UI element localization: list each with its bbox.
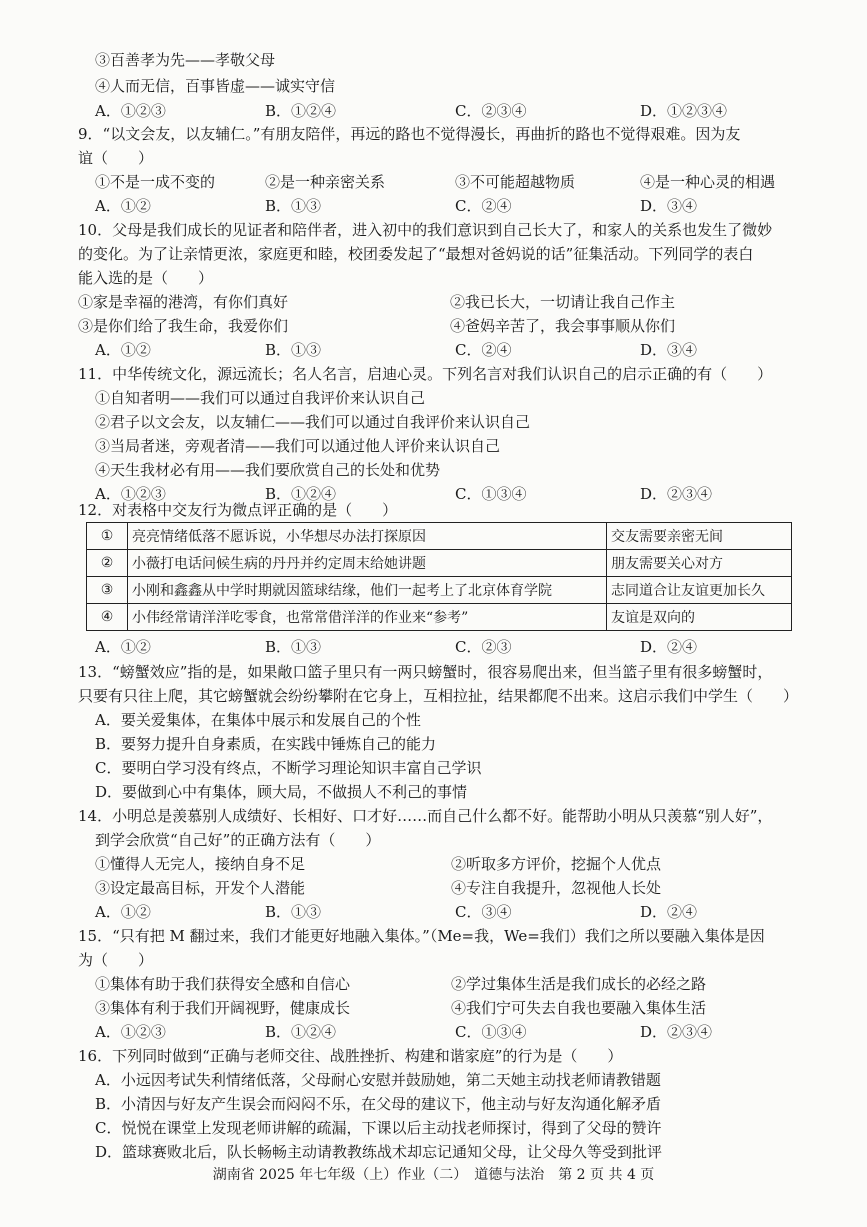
q16-stem-line1: 16．下列同时做到“正确与老师交往、战胜挫折、构建和谐家庭”的行为是（ ） (78, 1047, 623, 1065)
q14-option-a: A．①② (95, 903, 151, 921)
q10-items-row2 (78, 316, 798, 336)
q9-options (95, 196, 795, 216)
q10-option-d: D．③④ (640, 341, 698, 359)
table-cell-comment: 交友需要亲密无间 (607, 523, 792, 550)
q8-option-a: A．①②③ (95, 102, 166, 120)
q11-option-a: A．①②③ (95, 485, 166, 503)
q12-option-b: B．①③ (265, 638, 322, 656)
q10-stem-line2: 的变化。为了让亲情更浓，家庭更和睦，校团委发起了“最想对爸妈说的话”征集活动。下列同学的表白 (78, 245, 754, 263)
q8-option-b: B．①②④ (265, 102, 337, 120)
q11-item-2: ②君子以文会友，以友辅仁——我们可以通过自我评价来认识自己 (95, 413, 531, 431)
q8-item-4: ④人而无信，百事皆虚——诚实守信 (95, 77, 336, 95)
q8-option-c: C．②③④ (455, 102, 527, 120)
q9-items (95, 172, 795, 192)
q10-item-2: ②我已长大，一切请让我自己作主 (450, 293, 676, 311)
q15-item-4: ④我们宁可失去自我也要融入集体生活 (451, 999, 707, 1017)
q16-choice-b: B．小清因与好友产生误会而闷闷不乐，在父母的建议下，他主动与好友沟通化解矛盾 (95, 1095, 662, 1113)
table-cell-content: 小刚和鑫鑫从中学时期就因篮球结缘，他们一起考上了北京体育学院 (128, 577, 607, 604)
q13-choice-b: B．要努力提升自身素质，在实践中锤炼自己的能力 (95, 735, 437, 753)
q14-item-4: ④专注自我提升，忽视他人长处 (451, 879, 662, 897)
q15-items-row1 (95, 974, 795, 994)
table-row (87, 604, 792, 631)
q10-item-4: ④爸妈辛苦了，我会事事顺从你们 (450, 317, 676, 335)
q13-stem-line1: 13．“螃蟹效应”指的是，如果敞口篮子里只有一两只螃蟹时，很容易爬出来，但当篮子里有很多螃蟹时， (78, 663, 773, 681)
q14-item-1: ①懂得人无完人，接纳自身不足 (95, 855, 306, 873)
q14-stem-line1: 14．小明总是羡慕别人成绩好、长相好、口才好……而自己什么都不好。能帮助小明从只羡慕“别人好”， (78, 807, 773, 825)
page-footer: 湖南省 2025 年七年级（上）作业（二） 道德与法治 第 2 页 共 4 页 (212, 1167, 655, 1183)
q11-item-3: ③当局者迷，旁观者清——我们可以通过他人评价来认识自己 (95, 437, 501, 455)
q10-items-row1 (78, 292, 798, 312)
q10-stem-line3: 能入选的是（ ） (78, 269, 214, 287)
q9-option-a: A．①② (95, 197, 151, 215)
q14-items-row1 (95, 854, 795, 874)
q10-option-a: A．①② (95, 341, 151, 359)
q12-option-a: A．①② (95, 638, 151, 656)
table-cell-content: 小薇打电话问候生病的丹丹并约定周末给她讲题 (128, 550, 607, 577)
table-cell-num: ④ (87, 604, 128, 631)
q10-options (95, 340, 795, 360)
q14-items-row2 (95, 878, 795, 898)
table-row (87, 523, 792, 550)
q10-option-b: B．①③ (265, 341, 322, 359)
q8-item-3: ③百善孝为先——孝敬父母 (95, 51, 276, 69)
q10-item-1: ①家是幸福的港湾，有你们真好 (78, 293, 289, 311)
q14-item-3: ③设定最高目标，开发个人潜能 (95, 879, 306, 897)
q15-item-3: ③集体有利于我们开阔视野，健康成长 (95, 999, 351, 1017)
q14-stem-line2: 到学会欣赏“自己好”的正确方法有（ ） (95, 831, 381, 849)
q12-table (86, 522, 792, 631)
q15-option-c: C．①③④ (455, 1023, 527, 1041)
q15-options (95, 1022, 795, 1042)
q9-stem-line2: 谊（ ） (78, 149, 154, 167)
table-cell-num: ③ (87, 577, 128, 604)
q15-items-row2 (95, 998, 795, 1018)
table-cell-comment: 友谊是双向的 (607, 604, 792, 631)
q13-choice-a: A．要关爱集体，在集体中展示和发展自己的个性 (95, 711, 421, 729)
q8-options (95, 101, 795, 121)
q13-stem-line2: 只要有只往上爬，其它螃蟹就会纷纷攀附在它身上，互相拉扯，结果都爬不出来。这启示我们中学生（ ） (78, 687, 799, 705)
q9-option-d: D．③④ (640, 197, 698, 215)
q15-stem-line1: 15．“只有把 M 翻过来，我们才能更好地融入集体。”（Me=我，We=我们）我们之所以要融入集体是因 (78, 927, 765, 945)
q14-options (95, 902, 795, 922)
q11-item-4: ④天生我材必有用——我们要欣赏自己的长处和优势 (95, 461, 441, 479)
q16-choice-a: A．小远因考试失利情绪低落，父母耐心安慰并鼓励她，第二天她主动找老师请教错题 (95, 1071, 661, 1089)
q12-stem-line1: 12．对表格中交友行为微点评正确的是（ ） (78, 501, 398, 519)
q11-option-b: B．①②④ (265, 485, 337, 503)
q11-item-1: ①自知者明——我们可以通过自我评价来认识自己 (95, 389, 426, 407)
q12-options (95, 637, 795, 657)
table-row (87, 577, 792, 604)
q8-option-d: D．①②③④ (640, 102, 728, 120)
q15-item-2: ②学过集体生活是我们成长的必经之路 (451, 975, 707, 993)
table-cell-content: 亮亮情绪低落不愿诉说，小华想尽办法打探原因 (128, 523, 607, 550)
table-cell-comment: 志同道合让友谊更加长久 (607, 577, 792, 604)
table-cell-content: 小伟经常请洋洋吃零食，也常常借洋洋的作业来“参考” (128, 604, 607, 631)
q11-option-d: D．②③④ (640, 485, 713, 503)
q15-option-a: A．①②③ (95, 1023, 166, 1041)
q10-option-c: C．②④ (455, 341, 512, 359)
q15-item-1: ①集体有助于我们获得安全感和自信心 (95, 975, 351, 993)
q9-item-4: ④是一种心灵的相遇 (640, 173, 776, 191)
q14-option-d: D．②④ (640, 903, 698, 921)
q14-option-c: C．③④ (455, 903, 512, 921)
table-cell-num: ② (87, 550, 128, 577)
q10-stem-line1: 10．父母是我们成长的见证者和陪伴者，进入初中的我们意识到自己长大了，和家人的关系也发生了微妙 (78, 221, 773, 239)
q16-choice-d: D．篮球赛败北后，队长畅畅主动请教教练战术却忘记通知父母，让父母久等受到批评 (95, 1143, 663, 1161)
q9-stem-line1: 9．“以文会友，以友辅仁。”有朋友陪伴，再远的路也不觉得漫长，再曲折的路也不觉得艰难。因为友 (78, 125, 741, 143)
q9-item-2: ②是一种亲密关系 (265, 173, 386, 191)
q13-choice-c: C．要明白学习没有终点，不断学习理论知识丰富自己学识 (95, 759, 482, 777)
q14-option-b: B．①③ (265, 903, 322, 921)
q11-stem-line1: 11．中华传统文化，源远流长；名人名言，启迪心灵。下列名言对我们认识自己的启示正确的有（ ） (78, 365, 773, 383)
q11-option-c: C．①③④ (455, 485, 527, 503)
q15-option-d: D．②③④ (640, 1023, 713, 1041)
q12-option-d: D．②④ (640, 638, 698, 656)
q15-stem-line2: 为（ ） (78, 951, 154, 969)
q9-item-3: ③不可能超越物质 (455, 173, 576, 191)
q9-option-c: C．②④ (455, 197, 512, 215)
table-cell-num: ① (87, 523, 128, 550)
q9-item-1: ①不是一成不变的 (95, 173, 216, 191)
q13-choice-d: D．要做到心中有集体，顾大局，不做损人不利己的事情 (95, 783, 468, 801)
q10-item-3: ③是你们给了我生命，我爱你们 (78, 317, 289, 335)
table-cell-comment: 朋友需要关心对方 (607, 550, 792, 577)
q15-option-b: B．①②④ (265, 1023, 337, 1041)
q9-option-b: B．①③ (265, 197, 322, 215)
q16-choice-c: C．悦悦在课堂上发现老师讲解的疏漏，下课以后主动找老师探讨，得到了父母的赞许 (95, 1119, 662, 1137)
q14-item-2: ②听取多方评价，挖掘个人优点 (451, 855, 662, 873)
table-row (87, 550, 792, 577)
q12-option-c: C．②③ (455, 638, 512, 656)
